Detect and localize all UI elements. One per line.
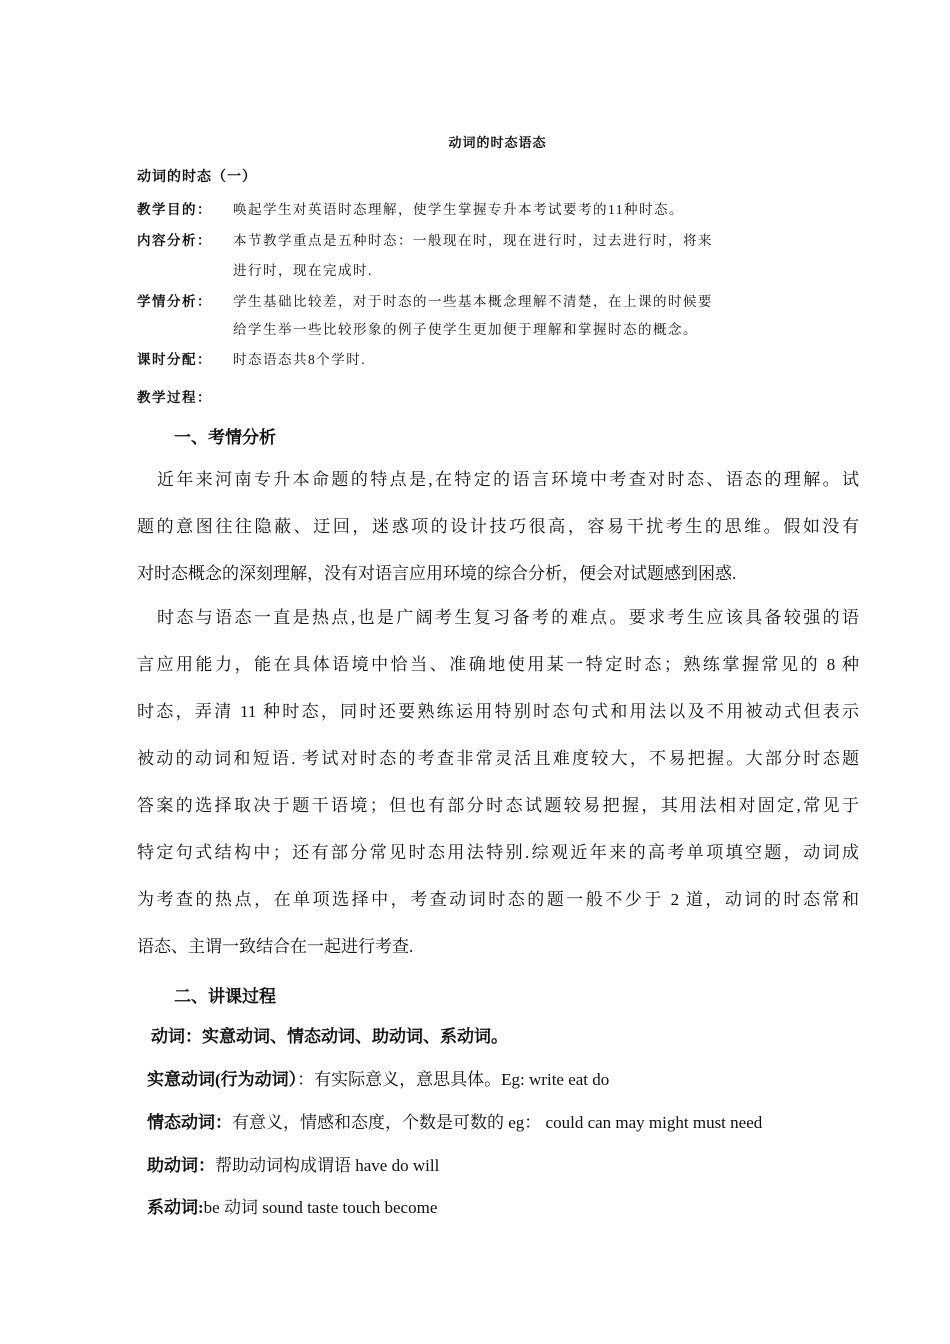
student-label: 学情分析：: [137, 294, 212, 309]
student-text-line1: 学生基础比较差，对于时态的一些基本概念理解不清楚，在上课的时候要: [233, 294, 713, 309]
para2-line: 答案的选择取决于题干语境；但也有部分时态试题较易把握，其用法相对固定,常见于: [137, 796, 859, 815]
content-text-line2: 进行时，现在完成时.: [233, 263, 373, 278]
student-row: [137, 290, 713, 310]
section-1-heading: 一、考情分析: [174, 428, 276, 447]
process-row: [137, 386, 233, 406]
verb-item-label: 实意动词(行为动词）: [147, 1070, 298, 1089]
goal-label: 教学目的：: [137, 202, 212, 217]
goal-text: 唤起学生对英语时态理解，使学生掌握专升本考试要考的11种时态。: [233, 202, 684, 217]
hours-label: 课时分配：: [137, 352, 212, 367]
para1-line: 题的意图往往隐蔽、迂回，迷惑项的设计技巧很高，容易干扰考生的思维。假如没有: [137, 517, 859, 536]
content-label: 内容分析：: [137, 233, 212, 248]
para2-line: 特定句式结构中；还有部分常见时态用法特别.综观近年来的高考单项填空题，动词成: [137, 843, 859, 862]
process-label: 教学过程：: [137, 390, 212, 405]
verb-item-text: ：有实际意义，意思具体。Eg: write eat do: [297, 1070, 610, 1089]
content-row: [137, 229, 713, 249]
verb-item-text: 帮助动词构成谓语 have do will: [215, 1156, 440, 1175]
document-title: 动词的时态语态: [448, 135, 547, 150]
para2-line: 时态，弄清 11 种时态，同时还要熟练运用特别时态句式和用法以及不用被动式但表示: [137, 702, 859, 721]
hours-text: 时态语态共8个学时.: [233, 352, 367, 367]
para2-line: 时态与语态一直是热点,也是广阔考生复习备考的难点。要求考生应该具备较强的语: [157, 608, 859, 627]
hours-row: [137, 348, 366, 368]
student-text-line2: 给学生举一些比较形象的例子使学生更加便于理解和掌握时态的概念。: [233, 322, 698, 337]
verb-item-label: 情态动词：: [147, 1113, 232, 1132]
goal-row: [137, 198, 684, 218]
subtitle: 动词的时态（一）: [137, 170, 257, 185]
verb-item-text: 有意义，情感和态度，个数是可数的 eg： could can may might must need: [232, 1113, 763, 1132]
para1-line: 对时态概念的深刻理解，没有对语言应用环境的综合分析，便会对试题感到困惑.: [137, 564, 737, 583]
verb-item-text: be 动词 sound taste touch become: [203, 1198, 438, 1217]
verb-item-label: 助动词：: [147, 1156, 215, 1175]
para2-line: 语态、主谓一致结合在一起进行考查.: [137, 937, 414, 956]
verb-item-lexical: [147, 1065, 609, 1090]
section-2-heading: 二、讲课过程: [174, 987, 276, 1006]
verbs-heading: 动词：实意动词、情态动词、助动词、系动词。: [151, 1027, 508, 1046]
verb-item-auxiliary: [147, 1151, 439, 1176]
content-text-line1: 本节教学重点是五种时态：一般现在时，现在进行时，过去进行时，将来: [233, 233, 713, 248]
para2-line: 为考查的热点，在单项选择中，考查动词时态的题一般不少于 2 道，动词的时态常和: [137, 890, 859, 909]
para1-line: 近年来河南专升本命题的特点是,在特定的语言环境中考查对时态、语态的理解。试: [157, 470, 859, 489]
verb-item-label: 系动词:: [147, 1198, 204, 1217]
para2-line: 言应用能力，能在具体语境中恰当、准确地使用某一特定时态；熟练掌握常见的 8 种: [137, 655, 859, 674]
para2-line: 被动的动词和短语. 考试对时态的考查非常灵活且难度较大，不易把握。大部分时态题: [137, 749, 859, 768]
verb-item-modal: [147, 1108, 762, 1133]
verb-item-linking: [147, 1193, 437, 1218]
